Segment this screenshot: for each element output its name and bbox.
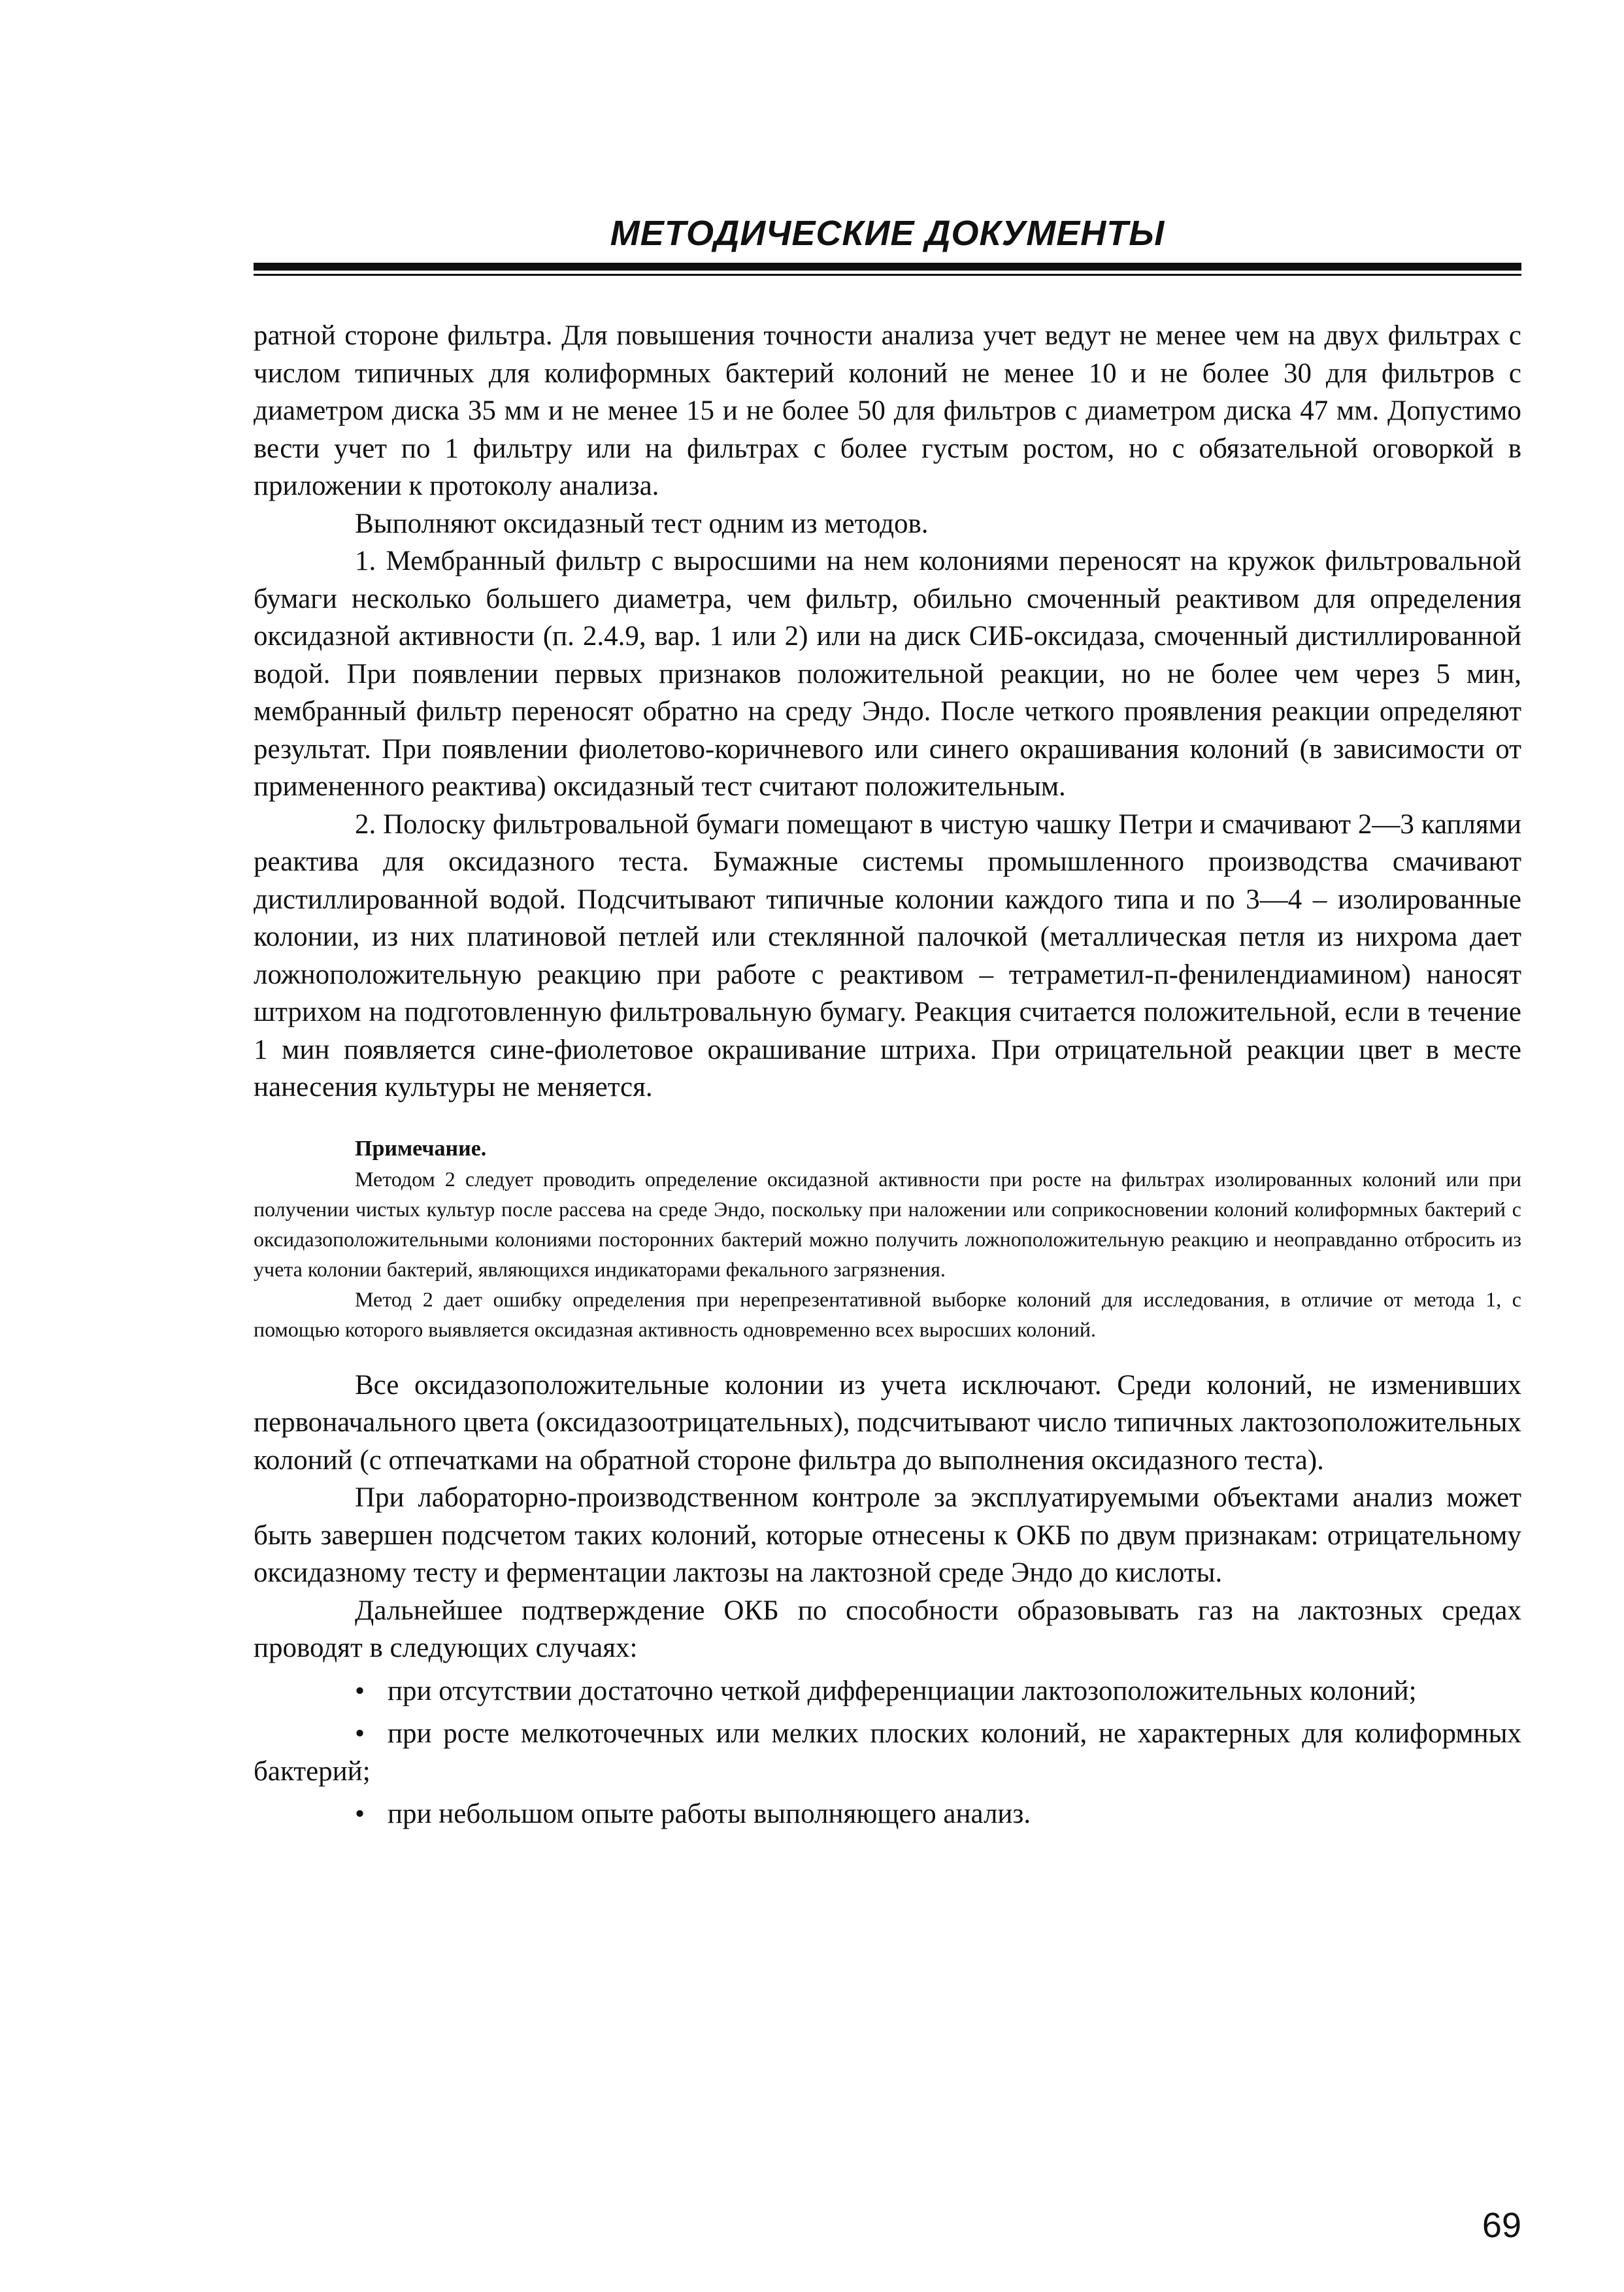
header-rule-thick [254,263,1521,271]
list-item-text: при небольшом опыте работы выполняющего анализ. [388,1799,1031,1829]
note-block [254,1134,1521,1344]
paragraph-exclusion: Все оксидазоположительные колонии из учета исключают. Среди колоний, не изменивших первоначального цвета (оксидазоотрицательных), подсчитывают число типичных лактозоположительных колоний (с отпечатками на обратной стороне фильтра до выполнения оксидазного теста). [254,1369,1521,1476]
list-item [254,1715,1521,1790]
note-title: Примечание. [355,1136,487,1161]
bullet-list [254,1672,1521,1833]
list-item [254,1795,1521,1833]
header-rule-thin [254,274,1521,276]
list-item-text: при росте мелкоточечных или мелких плоских колоний, не характерных для колиформных бактерий; [254,1718,1521,1787]
paragraph-production-control: При лабораторно-производственном контроле за эксплуатируемыми объектами анализ может быть завершен подсчетом таких колоний, которые отнесены к ОКБ по двум признакам: отрицательному оксидазному тесту и ферментации лактозы на лактозной среде Эндо до кислоты. [254,1482,1521,1588]
paragraph-confirmation: Дальнейшее подтверждение ОКБ по способности образовывать газ на лактозных средах проводят в следующих случаях: [254,1595,1521,1663]
bullet-mark: • [355,1718,365,1749]
bullet-mark: • [355,1675,365,1706]
page-number: 69 [1482,2206,1521,2245]
paragraph-method-1: 1. Мембранный фильтр с выросшими на нем колониями переносят на кружок фильтровальной бумаги несколько большего диаметра, чем фильтр, обильно смоченный реактивом для определения оксидазной активности (п. 2.4.9, вар. 1 или 2) или на диск СИБ-оксидаза, смоченный дистиллированной водой. При появлении первых признаков положительной реакции, но не более чем через 5 мин, мембранный фильтр переносят обратно на среду Эндо. После четкого проявления реакции определяют результат. При появлении фиолетово-коричневого или синего окрашивания колоний (в зависимости от примененного реактива) оксидазный тест считают положительным. [254,546,1521,802]
note-paragraph: Метод 2 дает ошибку определения при нерепрезентативной выборке колоний для исследования, в отличие от метода 1, с помощью которого выявляется оксидазная активность одновременно всех выросших колоний. [254,1287,1521,1341]
paragraph-method-2: 2. Полоску фильтровальной бумаги помещают в чистую чашку Петри и смачивают 2—3 каплями реактива для оксидазного теста. Бумажные системы промышленного производства смачивают дистиллированной водой. Подсчитывают типичные колонии каждого типа и по 3—4 – изолированные колонии, из них платиновой петлей или стеклянной палочкой (металлическая петля из нихрома дает ложноположительную реакцию при работе с реактивом – тетраметил-п-фенилендиамином) наносят штрихом на подготовленную фильтровальную бумагу. Реакция считается положительной, если в течение 1 мин появляется сине-фиолетовое окрашивание штриха. При отрицательной реакции цвет в месте нанесения культуры не меняется. [254,808,1521,1103]
list-item-text: при отсутствии достаточно четкой дифференциации лактозоположительных колоний; [388,1675,1417,1706]
paragraph-oxidase-intro: Выполняют оксидазный тест одним из методов. [355,508,929,539]
page-header [254,210,1521,276]
page-body [254,317,1521,1833]
paragraph-continuation: ратной стороне фильтра. Для повышения точности анализа учет ведут не менее чем на двух фильтрах с числом типичных для колиформных бактерий колоний не менее 10 и не более 30 для фильтров с диаметром диска 35 мм и не менее 15 и не более 50 для фильтров с диаметром диска 47 мм. Допустимо вести учет по 1 фильтру или на фильтрах с более густым ростом, но с обязательной оговоркой в приложении к протоколу анализа. [254,320,1521,501]
list-item [254,1672,1521,1710]
running-title: МЕТОДИЧЕСКИЕ ДОКУМЕНТЫ [610,214,1165,253]
bullet-mark: • [355,1799,365,1829]
note-paragraph: Методом 2 следует проводить определение оксидазной активности при росте на фильтрах изолированных колоний или при получении чистых культур после рассева на среде Эндо, поскольку при наложении или соприкосновении колоний колиформных бактерий с оксидазоположительными колониями посторонних бактерий можно получить ложноположительную реакцию и неоправданно отбросить из учета колонии бактерий, являющихся индикаторами фекального загрязнения. [254,1167,1521,1281]
